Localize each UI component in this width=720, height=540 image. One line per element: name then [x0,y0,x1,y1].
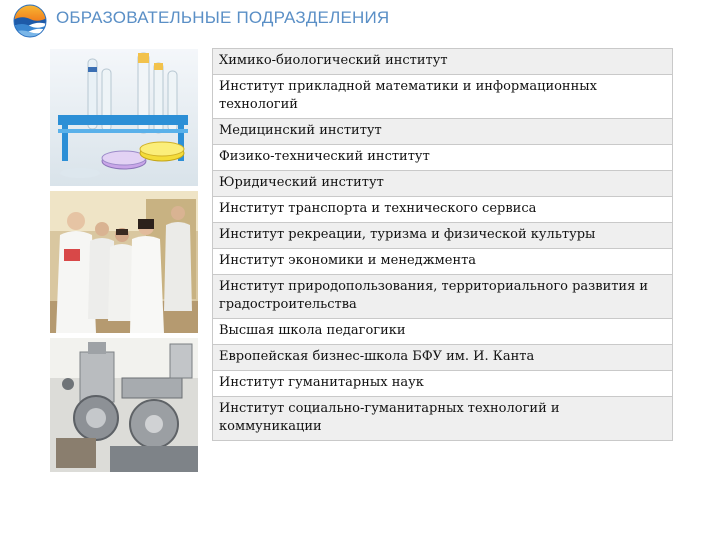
unit-cell: Медицинский институт [213,119,673,145]
table-row [213,145,673,171]
table-row [213,75,673,119]
table-row [213,345,673,371]
unit-cell: Институт транспорта и технического сервиса [213,197,673,223]
unit-cell: Институт рекреации, туризма и физической культуры [213,223,673,249]
table-row [213,371,673,397]
table-row [213,49,673,75]
unit-cell: Высшая школа педагогики [213,319,673,345]
unit-cell: Институт экономики и менеджмента [213,249,673,275]
university-logo-icon [13,4,47,38]
page-title: ОБРАЗОВАТЕЛЬНЫЕ ПОДРАЗДЕЛЕНИЯ [56,8,390,27]
table-row [213,197,673,223]
lab-glassware-photo [50,49,198,186]
table-row [213,275,673,319]
units-table [212,48,673,441]
unit-cell: Институт социально-гуманитарных технологий и коммуникации [213,397,673,441]
unit-cell: Институт природопользования, территориального развития и градостроительства [213,275,673,319]
unit-cell: Институт прикладной математики и информационных технологий [213,75,673,119]
table-row [213,119,673,145]
table-row [213,249,673,275]
table-row [213,397,673,441]
unit-cell: Физико-технический институт [213,145,673,171]
unit-cell: Институт гуманитарных наук [213,371,673,397]
medical-staff-photo [50,191,198,333]
unit-cell: Юридический институт [213,171,673,197]
table-row [213,223,673,249]
table-row [213,171,673,197]
unit-cell: Европейская бизнес-школа БФУ им. И. Канта [213,345,673,371]
unit-cell: Химико-биологический институт [213,49,673,75]
table-row [213,319,673,345]
lab-equipment-photo [50,338,198,472]
